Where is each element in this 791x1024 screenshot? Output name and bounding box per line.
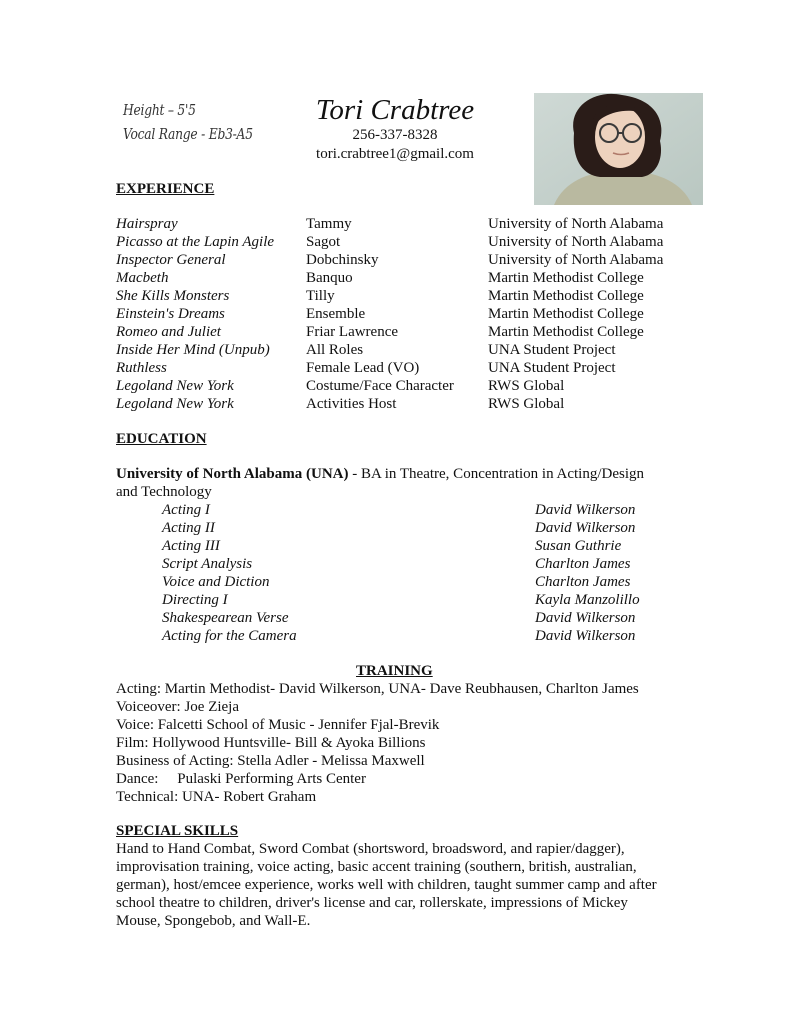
experience-row — [0, 305, 791, 323]
training-line: Voiceover: Joe Zieja — [116, 699, 240, 715]
course-teacher: Charlton James — [535, 556, 631, 572]
course-teacher: Kayla Manzolillo — [535, 592, 640, 608]
show-title: She Kills Monsters — [116, 288, 230, 304]
course-teacher: David Wilkerson — [535, 610, 636, 626]
experience-row — [0, 377, 791, 395]
special-skills-text: Hand to Hand Combat, Sword Combat (shortsword, broadsword, and rapier/dagger), improvisation training, voice acting, basic accent training (southern, british, australian, german), host/emcee experience, works well with children, taught summer camp and after school theatre to children, driver's license and car, rollerskate, impressions of Mickey Mouse, Spongebob, and Wall-E. — [116, 841, 657, 929]
experience-row — [0, 269, 791, 287]
experience-row — [0, 251, 791, 269]
venue-name: RWS Global — [488, 396, 565, 412]
venue-name: Martin Methodist College — [488, 270, 644, 286]
role-name: All Roles — [306, 342, 364, 358]
course-teacher: Susan Guthrie — [535, 538, 622, 554]
degree-text: - BA in Theatre, Concentration in Acting/Design — [348, 466, 644, 482]
show-title: Picasso at the Lapin Agile — [116, 234, 275, 250]
role-name: Tilly — [306, 288, 335, 304]
actor-name: Tori Crabtree — [315, 94, 475, 126]
venue-name: Martin Methodist College — [488, 288, 644, 304]
role-name: Sagot — [306, 234, 341, 250]
degree-line — [116, 465, 644, 483]
course-row — [0, 591, 791, 609]
role-name: Friar Lawrence — [306, 324, 399, 340]
experience-row — [0, 215, 791, 233]
show-title: Legoland New York — [116, 396, 234, 412]
venue-name: University of North Alabama — [488, 252, 664, 268]
show-title: Ruthless — [116, 360, 167, 376]
role-name: Banquo — [306, 270, 353, 286]
venue-name: UNA Student Project — [488, 360, 616, 376]
training-line: Voice: Falcetti School of Music - Jennifer Fjal-Brevik — [116, 717, 440, 733]
venue-name: University of North Alabama — [488, 234, 664, 250]
special-skills-heading: SPECIAL SKILLS — [116, 823, 239, 839]
show-title: Inside Her Mind (Unpub) — [116, 342, 270, 358]
course-row — [0, 537, 791, 555]
course-row — [0, 519, 791, 537]
role-name: Female Lead (VO) — [306, 360, 420, 376]
headshot-photo — [534, 93, 703, 205]
course-name: Acting I — [162, 502, 210, 518]
education-heading: EDUCATION — [116, 431, 207, 447]
course-name: Acting III — [162, 538, 220, 554]
course-row — [0, 555, 791, 573]
venue-name: Martin Methodist College — [488, 324, 644, 340]
course-name: Acting II — [162, 520, 215, 536]
venue-name: RWS Global — [488, 378, 565, 394]
phone-number: 256-337-8328 — [352, 127, 438, 143]
course-teacher: Charlton James — [535, 574, 631, 590]
school-name: University of North Alabama (UNA) — [116, 466, 349, 482]
course-name: Script Analysis — [162, 556, 253, 572]
course-teacher: David Wilkerson — [535, 628, 636, 644]
training-line: Film: Hollywood Huntsville- Bill & Ayoka Billions — [116, 735, 426, 751]
email-address: tori.crabtree1@gmail.com — [316, 146, 474, 162]
role-name: Activities Host — [306, 396, 397, 412]
experience-row — [0, 395, 791, 413]
course-name: Shakespearean Verse — [162, 610, 289, 626]
height-text: Height – 5'5 — [123, 101, 196, 119]
show-title: Romeo and Juliet — [116, 324, 221, 340]
role-name: Ensemble — [306, 306, 366, 322]
show-title: Inspector General — [116, 252, 226, 268]
show-title: Macbeth — [116, 270, 169, 286]
training-line: Acting: Martin Methodist- David Wilkerson, UNA- Dave Reubhausen, Charlton James — [116, 681, 639, 697]
experience-row — [0, 287, 791, 305]
venue-name: University of North Alabama — [488, 216, 664, 232]
course-row — [0, 609, 791, 627]
training-heading: TRAINING — [356, 663, 433, 679]
role-name: Dobchinsky — [306, 252, 379, 268]
course-name: Directing I — [162, 592, 228, 608]
training-line: Technical: UNA- Robert Graham — [116, 789, 317, 805]
show-title: Legoland New York — [116, 378, 234, 394]
experience-row — [0, 323, 791, 341]
course-name: Acting for the Camera — [162, 628, 297, 644]
show-title: Einstein's Dreams — [116, 306, 225, 322]
course-teacher: David Wilkerson — [535, 520, 636, 536]
course-name: Voice and Diction — [162, 574, 270, 590]
course-row — [0, 501, 791, 519]
role-name: Tammy — [306, 216, 352, 232]
course-row — [0, 573, 791, 591]
degree-line-2: and Technology — [116, 484, 212, 500]
venue-name: Martin Methodist College — [488, 306, 644, 322]
experience-row — [0, 359, 791, 377]
experience-heading: EXPERIENCE — [116, 181, 215, 197]
venue-name: UNA Student Project — [488, 342, 616, 358]
course-row — [0, 627, 791, 645]
experience-row — [0, 341, 791, 359]
role-name: Costume/Face Character — [306, 378, 454, 394]
training-line: Business of Acting: Stella Adler - Melissa Maxwell — [116, 753, 425, 769]
show-title: Hairspray — [116, 216, 178, 232]
course-teacher: David Wilkerson — [535, 502, 636, 518]
training-line: Dance: Pulaski Performing Arts Center — [116, 771, 366, 787]
experience-row — [0, 233, 791, 251]
vocal-range-text: Vocal Range - Eb3-A5 — [123, 125, 253, 143]
